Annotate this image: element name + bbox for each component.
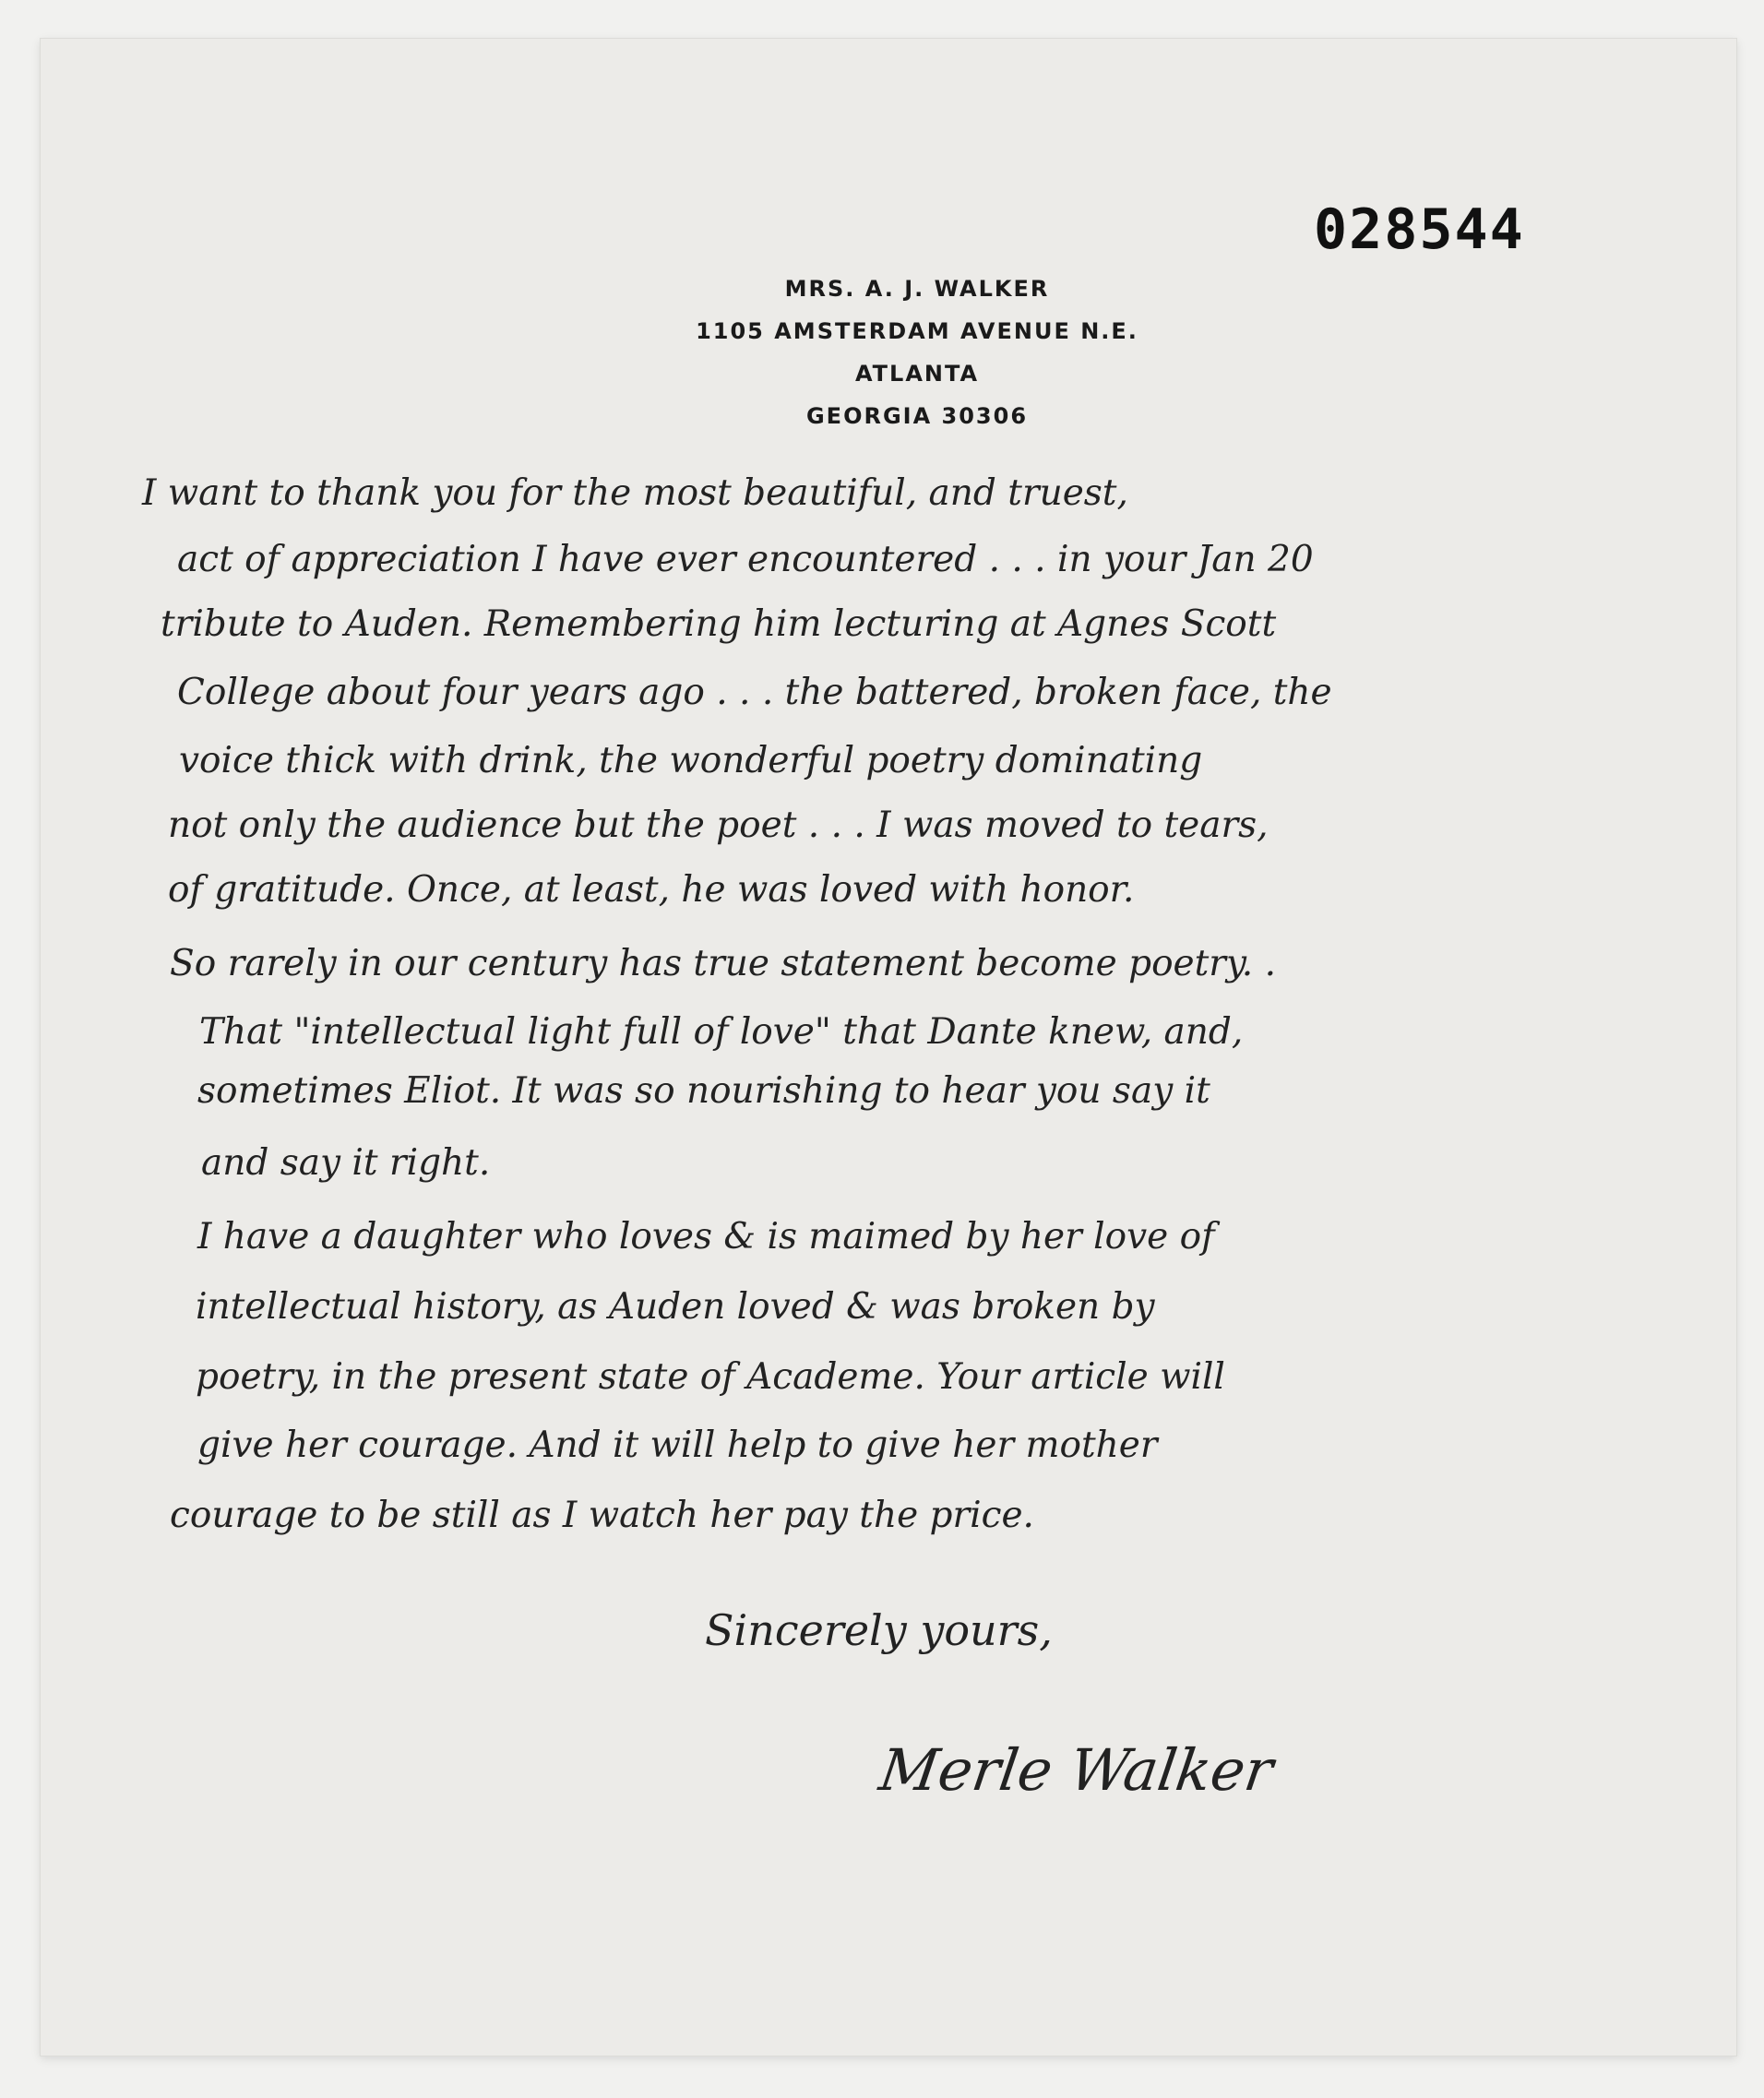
body-line: courage to be still as I watch her pay the price. xyxy=(170,1495,1034,1536)
body-line: intellectual history, as Auden loved & was broken by xyxy=(196,1286,1155,1328)
body-line: and say it right. xyxy=(201,1142,491,1184)
letterhead xyxy=(557,268,1277,437)
letterhead-street: 1105 AMSTERDAM AVENUE N.E. xyxy=(696,318,1138,344)
letterhead-city: ATLANTA xyxy=(854,361,980,387)
document-number-stamp: 028544 xyxy=(1314,197,1525,262)
body-line: sometimes Eliot. It was so nourishing to hear you say it xyxy=(197,1070,1210,1112)
body-line: give her courage. And it will help to give her mother xyxy=(197,1424,1158,1466)
signature: Merle Walker xyxy=(875,1736,1278,1804)
letterhead-name: MRS. A. J. WALKER xyxy=(784,276,1050,302)
body-line: of gratitude. Once, at least, he was loved with honor. xyxy=(168,869,1135,911)
body-line: That "intellectual light full of love" that Dante knew, and, xyxy=(199,1011,1244,1053)
body-line: College about four years ago . . . the battered, broken face, the xyxy=(177,672,1332,713)
body-line: act of appreciation I have ever encountered . . . in your Jan 20 xyxy=(177,539,1314,580)
letterhead-state-zip: GEORGIA 30306 xyxy=(805,403,1029,429)
closing-text: Sincerely yours, xyxy=(705,1605,1053,1655)
body-line: I have a daughter who loves & is maimed by her love of xyxy=(197,1216,1215,1258)
body-line: voice thick with drink, the wonderful poetry dominating xyxy=(179,740,1203,781)
body-line: tribute to Auden. Remembering him lecturing at Agnes Scott xyxy=(161,603,1277,645)
body-line: not only the audience but the poet . . . I was moved to tears, xyxy=(168,805,1269,846)
body-line: I want to thank you for the most beautiful, and truest, xyxy=(142,472,1128,514)
body-line: So rarely in our century has true statement become poetry. . xyxy=(170,943,1276,984)
letter-page xyxy=(41,39,1736,2056)
body-line: poetry, in the present state of Academe. Your article will xyxy=(196,1356,1225,1398)
